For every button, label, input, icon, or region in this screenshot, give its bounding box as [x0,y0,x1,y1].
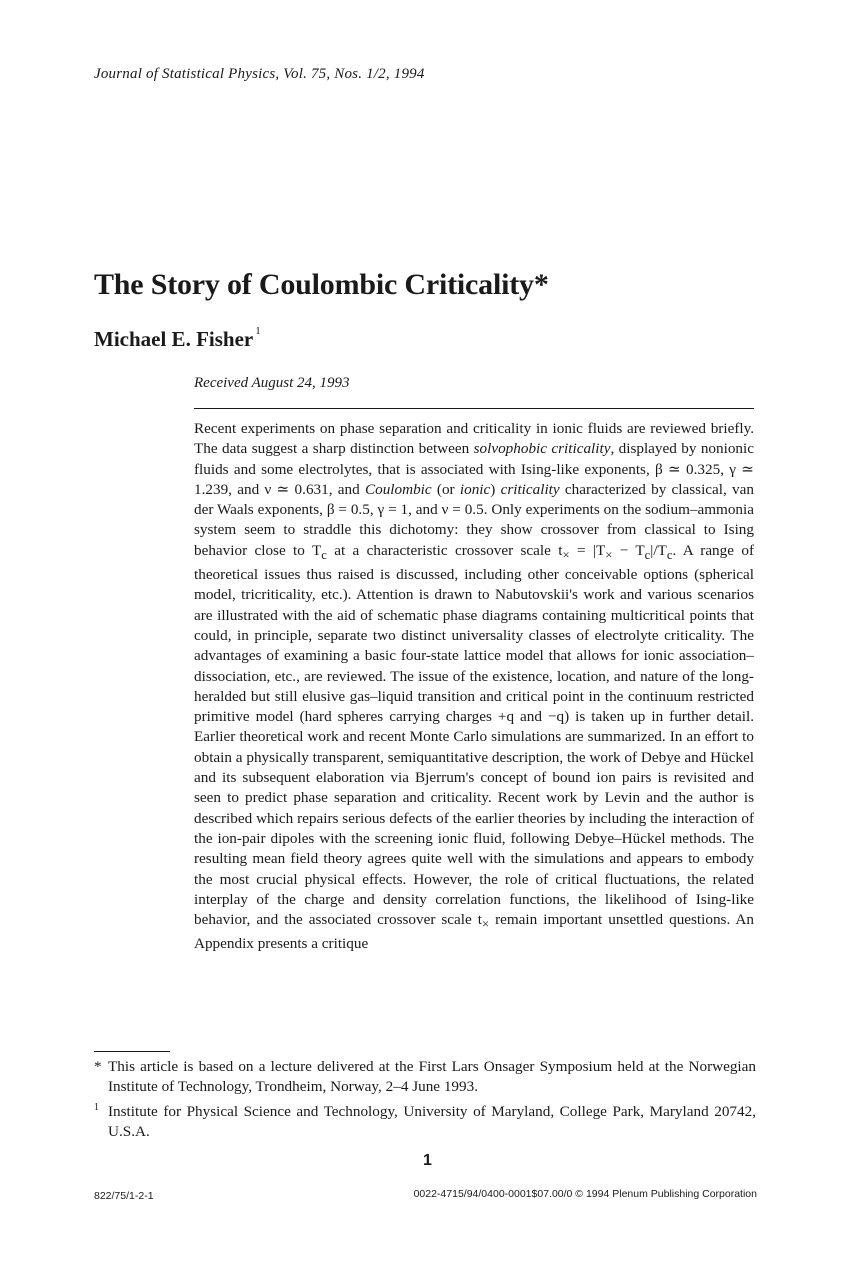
abstract: Recent experiments on phase separation and criticality in ionic fluids are reviewed briefly. The data suggest a sharp distinction between solvophobic criticality, displayed by nonionic fluids and some electrolytes, that is associated with Ising-like exponents, β ≃ 0.325, γ ≃ 1.239, and ν ≃ 0.631, and Coulombic (or ionic) criticality characterized by classical, van der Waals exponents, β = 0.5, γ = 1, and ν = 0.5. Only experiments on the sodium–ammonia system seem to straddle this dichotomy: they show crossover from classical to Ising behavior close to $T_c$ at a characteristic crossover scale $t_\times = |T_\times - T_c|/T_c$. A range of theoretical issues thus raised is discussed, including other conceivable options (spherical model, tricriticality, etc.). Attention is drawn to Nabutovskii's work and various scenarios are illustrated with the aid of schematic phase diagrams containing multicritical points that could, in principle, separate two distinct universality classes of electrolyte criticality. The advantages of examining a basic four-state lattice model that allows for ionic association–dissociation, etc., are reviewed. The issue of the existence, location, and nature of the long-heralded but still elusive gas–liquid transition and critical point in the continuum restricted primitive model (hard spheres carrying charges +q and −q) is taken up in further detail. Earlier theoretical work and recent Monte Carlo simulations are summarized. In an effort to obtain a physically transparent, semiquantitative description, the work of Debye and Hückel and its subsequent elaboration via Bjerrum's concept of bound ion pairs is revisited and seen to predict phase separation and criticality. Recent work by Levin and the author is described which repairs serious defects of the earlier theories by including the interaction of the ion-pair dipoles with the screening ionic fluid, following Debye–Hückel methods. The resulting mean field theory agrees quite well with the simulations and appears to embody the most crucial physical effects. However, the role of critical fluctuations, the related interplay of the charge and density correlation functions, the likelihood of Ising-like behavior, and the associated crossover scale $t_\times$ remain important unsettled questions. An Appendix presents a critique [194,420,755,953]
footnotes [94,1057,756,1143]
footnote-star [94,1057,756,1097]
abstract-top-rule [194,408,754,409]
author-name: Michael E. Fisher [94,327,254,351]
author-line [94,327,261,352]
footnote-rule [94,1051,170,1052]
article-title: The Story of Coulombic Criticality* [94,268,549,301]
copyright-line: 0022-4715/94/0400-0001$07.00/0 © 1994 Plenum Publishing Corporation [413,1188,757,1200]
page-number: 1 [423,1152,432,1169]
author-affiliation-mark: 1 [255,325,261,337]
footnote-text: Institute for Physical Science and Technology, University of Maryland, College Park, Maryland 20742, U.S.A. [108,1103,756,1141]
footnote-mark: 1 [94,1102,99,1113]
footnote-mark: * [94,1058,102,1075]
journal-citation: Journal of Statistical Physics, Vol. 75, Nos. 1/2, 1994 [94,66,425,82]
footnote-text: This article is based on a lecture delivered at the First Lars Onsager Symposium held at the Norwegian Institute of Technology, Trondheim, Norway, 2–4 June 1993. [108,1058,756,1095]
manuscript-code: 822/75/1-2-1 [94,1190,154,1202]
footnote-affiliation [94,1098,756,1142]
received-date: Received August 24, 1993 [194,375,350,391]
